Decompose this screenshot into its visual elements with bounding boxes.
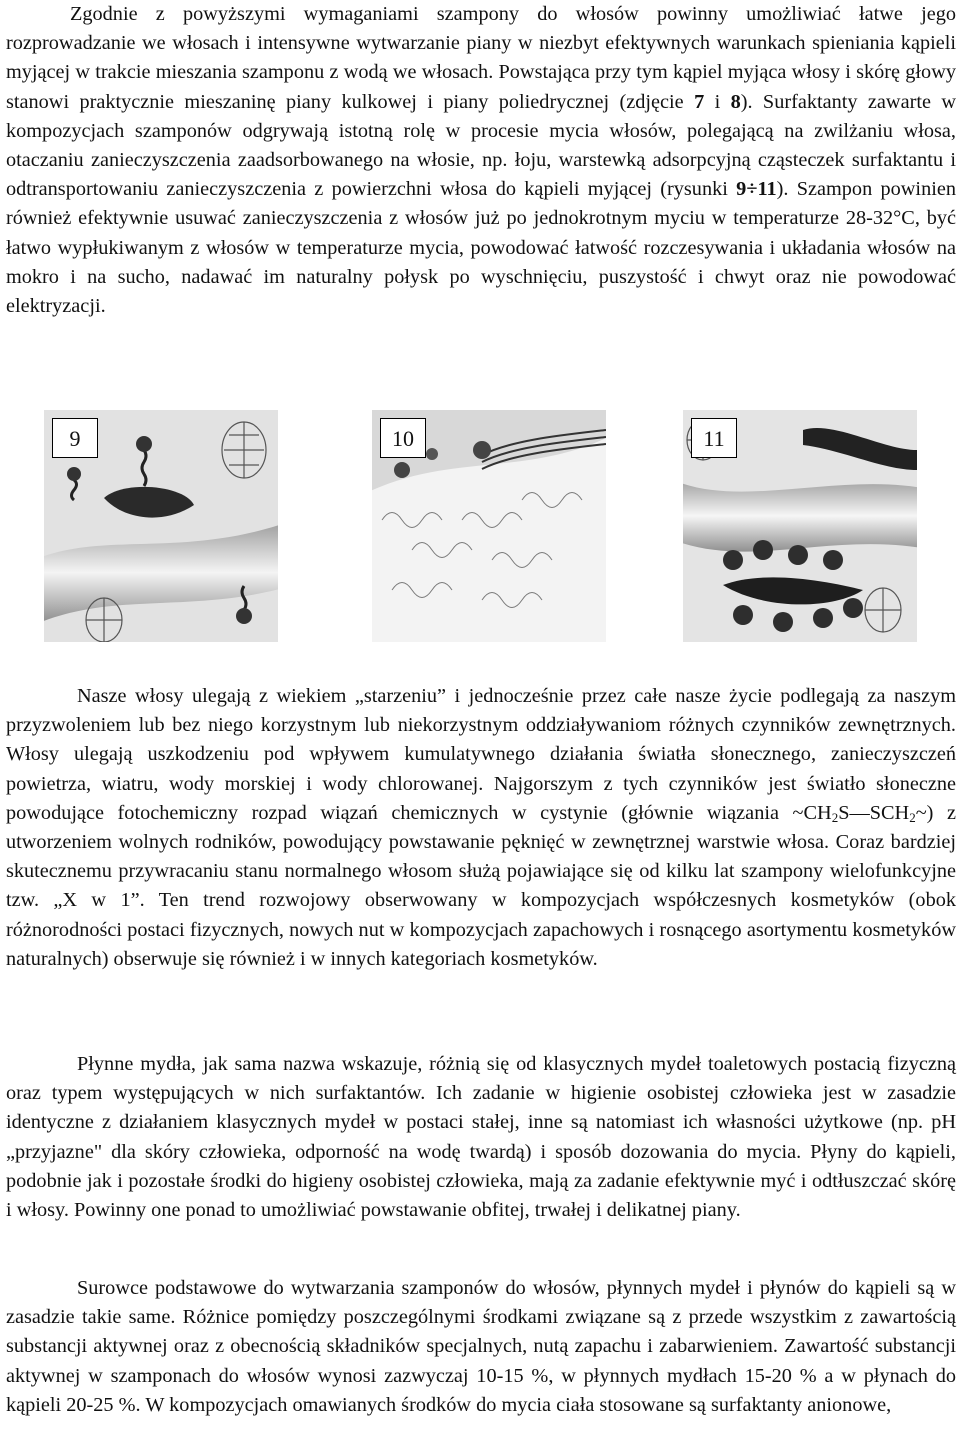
photo-ref-7: 7 [694,90,705,113]
paragraph-hair-aging: Nasze włosy ulegają z wiekiem „starzeniu” i jednocześnie przez całe nasze życie podlegają za naszym przyzwoleniem lub bez niego korzystnym lub niekorzystnym oddziaływaniom różnych czynników zewnętrznych. Włosy ulegają uszkodzeniu pod wpływem kumulatywnego działania światła słonecznego, zanieczyszczeń powietrza, wiatru, wody morskiej i wody chlorowanej. Najgorszym z tych czynników jest światło słoneczne powodujące fotochemiczny rozpad wiązań chemicznych w cystynie (głównie wiązania $\sim CH_2S—SCH_2\sim$) z utworzeniem wolnych rodników, powodujący powstawanie pęknięć w zewnętrznej warstwie włosa. Coraz bardziej skutecznemu przywracaniu stanu normalnego włosom służą pojawiające się od kilku lat szampony wielofunkcyjne tzw. „X w 1”. Ten trend rozwojowy obserwowany w kompozycjach współczesnych kosmetyków (obok różnorodności postaci fizycznych, nowych nut w kompozycjach zapachowych i rosnącego asortymentu kosmetyków naturalnych) obserwuje się również i w innych kategoriach kosmetyków. [6,685,956,970]
figure-label: 9 [52,418,98,458]
figure-label: 10 [380,418,426,458]
subscript-2: 2 [831,809,839,825]
figure-10-hair-cuticle [372,410,606,642]
figure-ref-9-11: 9÷11 [736,178,777,201]
paragraph-raw-materials: Surowce podstawowe do wytwarzania szamponów do włosów, płynnych mydeł i płynów do kąpieli są w zasadzie takie same. Różnice pomiędzy poszczególnymi środkami związane są z przede wszystkim z zawartością substancji aktywnej oraz z obecnością składników specjalnych, nutą zapachu i zabarwieniem. Zawartość substancji aktywnej w szamponach do włosów wynosi zazwyczaj 10-15 %, w płynnych mydłach 15-20 % a w płynach do kąpieli 20-25 %. W kompozycjach omawianych środków do mycia ciała stosowane są surfaktanty anionowe, [6,1277,956,1416]
figure-11-dirt-removal [683,410,917,642]
subscript-2: 2 [909,809,916,825]
figure-label: 11 [691,418,737,458]
figure-9-hair-wetting [44,410,278,642]
photo-ref-8: 8 [730,90,741,113]
paragraph-shampoo-requirements: Zgodnie z powyższymi wymaganiami szampony do włosów powinny umożliwiać łatwe jego rozprowadzanie we włosach i intensywne wytwarzanie piany w niezbyt efektywnych warunkach spieniania kąpieli myjącej w trakcie mieszania szamponu z wodą we włosach. Powstająca przy tym kąpiel myjąca włosy i skórę głowy stanowi praktycznie mieszaninę piany kulkowej i piany poliedrycznej (zdjęcie 7 i 8). Surfaktanty zawarte w kompozycjach szamponów odgrywają istotną rolę w procesie mycia włosów, polegającą na zwilżaniu włosa, otaczaniu zanieczyszczenia zaadsorbowanego na włosie, np. łoju, warstewką adsorpcyjną cząsteczek surfaktantu i odtransportowaniu zanieczyszczenia z powierzchni włosa do kąpieli myjącej (rysunki 9÷11). Szampon powinien również efektywnie usuwać zanieczyszczenia z włosów już po jednokrotnym myciu w temperaturze 28-32°C, być łatwo wypłukiwanym z włosów w temperaturze mycia, powodować łatwość rozczesywania i układania włosów na mokro i na sucho, nadawać im naturalny połysk po wyschnięciu, puszystość i chwyt oraz nie powodować elektryzacji. [6,3,956,318]
paragraph-liquid-soaps: Płynne mydła, jak sama nazwa wskazuje, różnią się od klasycznych mydeł toaletowych postacią fizyczną oraz typem występujących w nich surfaktantów. Ich zadanie w higienie osobistej człowieka jest w zasadzie identyczne z działaniem klasycznych mydeł w postaci stałej, inne są natomiast ich własności użytkowe (np. pH „przyjazne" dla skóry człowieka, odporność na wodę twardą) i sposób dozowania do mycia. Płyny do kąpieli, podobnie jak i pozostałe środki do higieny osobistej człowieka, mają za zadanie efektywnie myć i odtłuszczać skórę i włosy. Powinny one ponad to umożliwiać powstawanie obfitej, trwałej i delikatnej piany. [6,1053,956,1222]
